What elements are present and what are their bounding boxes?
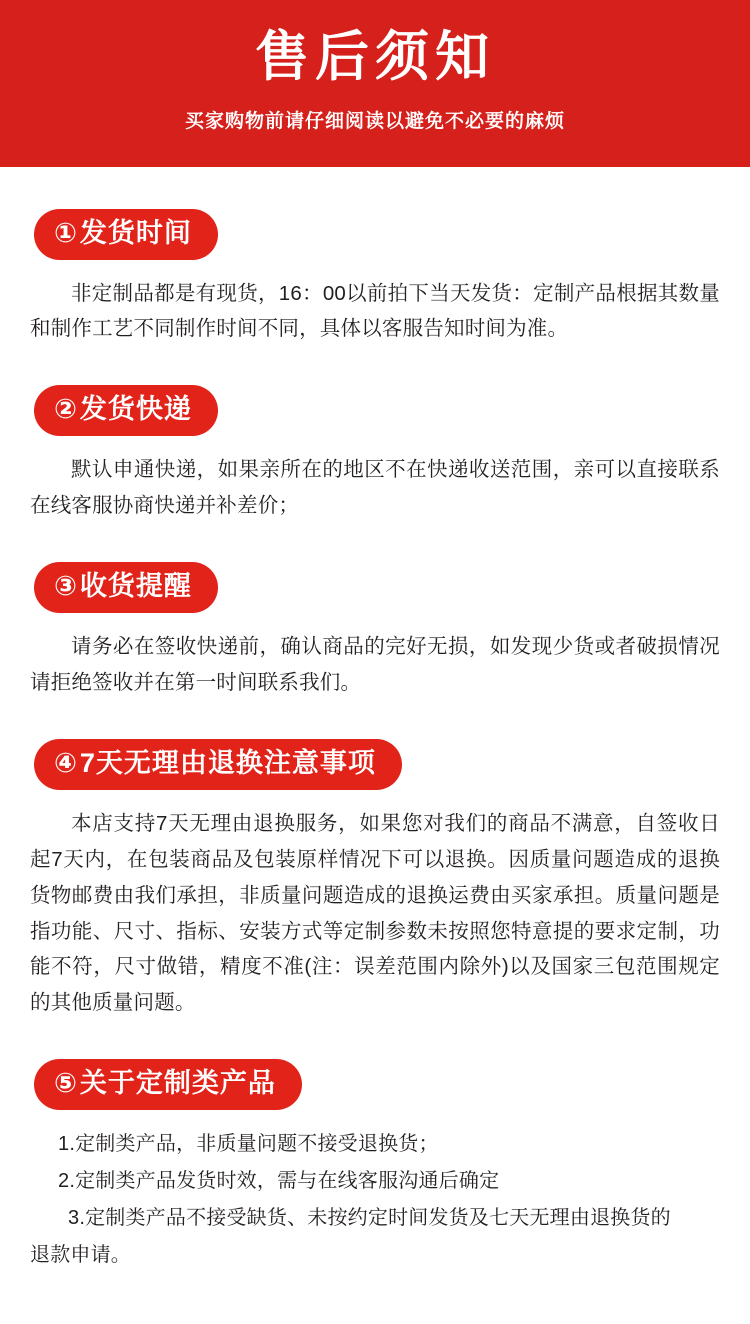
section-paragraph: 非定制品都是有现货，16：00以前拍下当天发货：定制产品根据其数量和制作工艺不同制作时间不同，具体以客服告知时间为准。 [30, 276, 720, 348]
list-item: 1.定制类产品，非质量问题不接受退换货； [30, 1126, 720, 1163]
page-subtitle: 买家购物前请仔细阅读以避免不必要的麻烦 [0, 106, 750, 133]
section-paragraph: 默认申通快递，如果亲所在的地区不在快递收送范围，亲可以直接联系在线客服协商快递并补差价； [30, 452, 720, 524]
section-paragraph: 本店支持7天无理由退换服务，如果您对我们的商品不满意，自签收日起7天内，在包装商品及包装原样情况下可以退换。因质量问题造成的退换货物邮费由我们承担，非质量问题造成的退换运费由买家承担。质量问题是指功能、尺寸、指标、安装方式等定制参数未按照您特意提的要求定制，功能不符，尺寸做错，精度不准(注：误差范围内除外)以及国家三包范围规定的其他质量问题。 [30, 806, 720, 1021]
section-heading [34, 562, 218, 613]
section-number: ⑤ [54, 1068, 78, 1098]
section-heading [34, 739, 402, 790]
page-banner [0, 0, 750, 167]
section-paragraph: 请务必在签收快递前，确认商品的完好无损，如发现少货或者破损情况请拒绝签收并在第一时间联系我们。 [30, 629, 720, 701]
custom-products-list [30, 1126, 720, 1274]
section-heading-label: 7天无理由退换注意事项 [80, 748, 376, 778]
section-receiving-reminder [22, 542, 728, 701]
section-shipping-courier [22, 365, 728, 524]
section-heading-label: 发货时间 [80, 218, 192, 248]
section-heading-label: 发货快递 [80, 394, 192, 424]
section-shipping-time [22, 189, 728, 348]
section-number: ④ [54, 748, 78, 778]
section-custom-products [22, 1039, 728, 1274]
section-7day-return-notes [22, 719, 728, 1021]
section-heading [34, 1059, 302, 1110]
list-item-text: 3.定制类产品不接受缺货、未按约定时间发货及七天无理由退换货的 [68, 1207, 671, 1229]
page-title: 售后须知 [0, 24, 750, 92]
section-number: ① [54, 218, 78, 248]
section-number: ③ [54, 571, 78, 601]
list-item: 2.定制类产品发货时效，需与在线客服沟通后确定 [30, 1163, 720, 1200]
list-item-continuation: 退款申请。 [30, 1237, 720, 1274]
section-number: ② [54, 394, 78, 424]
notice-content [0, 167, 750, 1324]
section-heading-label: 收货提醒 [80, 571, 192, 601]
section-heading-label: 关于定制类产品 [80, 1068, 276, 1098]
section-heading [34, 385, 218, 436]
section-heading [34, 209, 218, 260]
list-item [30, 1200, 720, 1274]
